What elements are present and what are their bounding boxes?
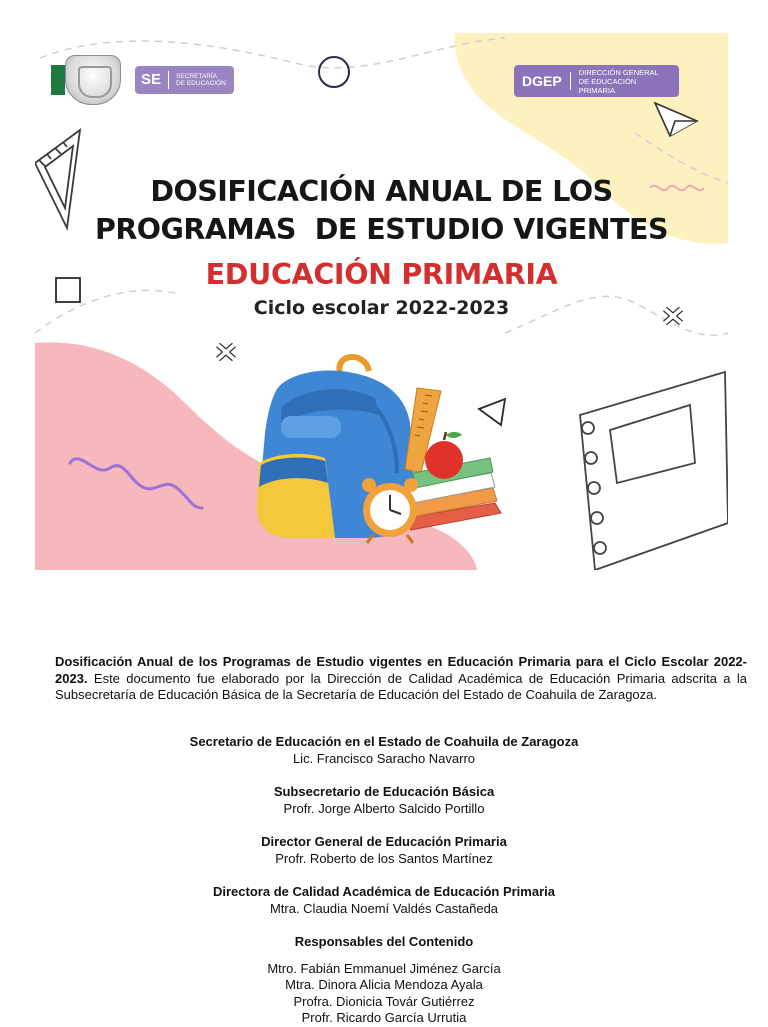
responsable-name: Profr. Ricardo García Urrutia — [301, 1010, 467, 1025]
credit-role: Subsecretario de Educación Básica — [273, 784, 495, 799]
credit-role: Secretario de Educación en el Estado de Coahuila de Zaragoza — [189, 734, 579, 749]
credit-role: Directora de Calidad Académica de Educación Primaria — [213, 884, 555, 899]
government-logos — [51, 55, 248, 105]
credit-block — [0, 784, 768, 817]
dgep-logo — [514, 65, 679, 97]
intro-bold: Dosificación Anual de los Programas de Estudio vigentes en Educación Primaria para el Ciclo Escolar 2022-2023. — [55, 654, 747, 686]
se-logo-abbrev: SE — [141, 71, 169, 89]
cover-illustration — [35, 33, 728, 570]
dgep-logo-abbrev: DGEP — [522, 72, 571, 90]
intro-paragraph — [55, 654, 747, 704]
apple-illustration — [425, 432, 463, 479]
circle-doodle — [319, 57, 349, 87]
credit-name: Profr. Jorge Alberto Salcido Portillo — [283, 800, 485, 816]
responsable-name: Profra. Dionicia Továr Gutiérrez — [293, 993, 475, 1009]
credit-block — [0, 834, 768, 867]
credit-name: Mtra. Claudia Noemí Valdés Castañeda — [269, 900, 499, 916]
responsable-name: Mtra. Dinora Alicia Mendoza Ayala — [285, 977, 483, 992]
credit-block — [0, 884, 768, 917]
responsable-name: Mtro. Fabián Emmanuel Jiménez García — [267, 960, 501, 976]
state-coat-of-arms-icon — [65, 55, 121, 105]
credit-name: Lic. Francisco Saracho Navarro — [292, 750, 476, 766]
se-logo — [135, 66, 234, 94]
credits-section — [0, 734, 768, 1027]
responsables-title: Responsables del Contenido — [294, 934, 474, 949]
school-cycle: Ciclo escolar 2022-2023 — [253, 297, 510, 319]
title-line-1: DOSIFICACIÓN ANUAL DE LOS — [150, 175, 613, 208]
document-subtitle: EDUCACIÓN PRIMARIA — [205, 258, 558, 291]
credit-name: Profr. Roberto de los Santos Martínez — [275, 850, 493, 866]
document-title — [35, 173, 728, 249]
title-line-2: PROGRAMAS DE ESTUDIO VIGENTES — [94, 213, 669, 246]
credit-role: Director General de Educación Primaria — [261, 834, 507, 849]
credit-block — [0, 734, 768, 767]
dgep-logo-name: DIRECCIÓN GENERAL DE EDUCACIÓN PRIMARIA — [578, 67, 659, 95]
notebook-doodle — [580, 372, 728, 570]
intro-text: Este documento fue elaborado por la Dirección de Calidad Académica de Educación Primaria adscrita a la Subsecretaría de Educación Básica de la Secretaría de Educación del Estado de Coahuila de Zaragoza. — [55, 670, 747, 702]
se-logo-name: SECRETARÍA DE EDUCACIÓN — [176, 73, 226, 87]
triangle-doodle — [479, 399, 505, 425]
